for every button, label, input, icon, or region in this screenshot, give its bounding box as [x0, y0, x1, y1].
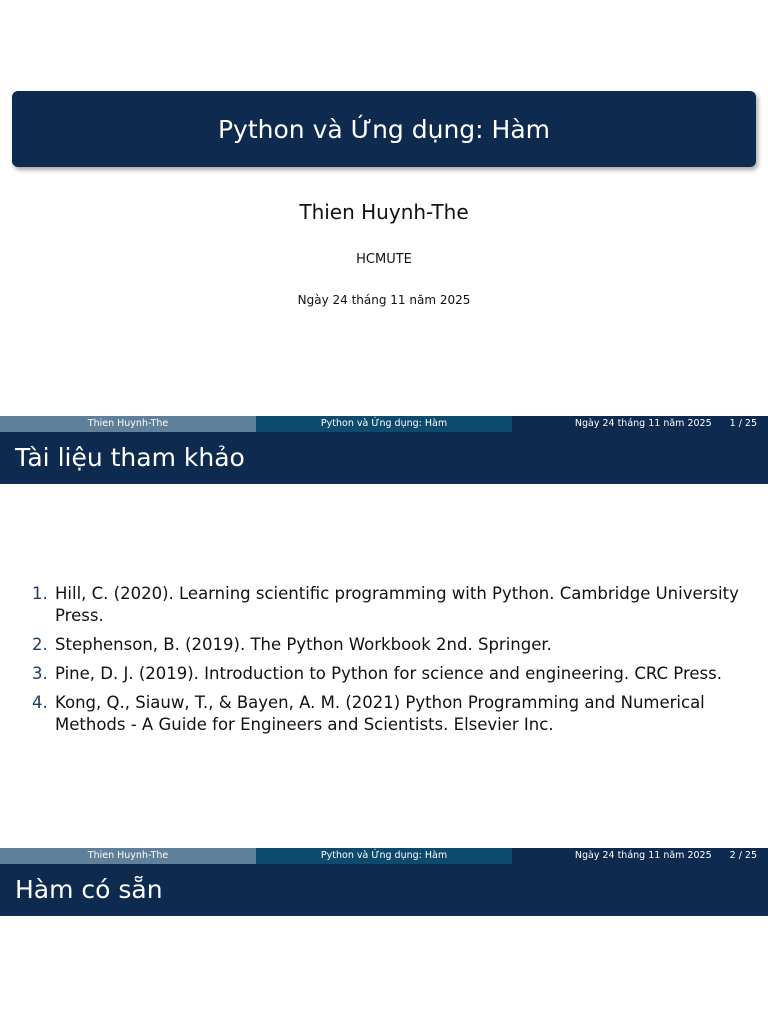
- frame-title-references: Tài liệu tham khảo: [0, 432, 768, 484]
- reference-number: 4.: [32, 693, 48, 712]
- reference-item: [32, 634, 762, 656]
- footer-title: Python và Ứng dụng: Hàm: [256, 416, 512, 432]
- footer-date: Ngày 24 tháng 11 năm 2025: [574, 850, 712, 861]
- presentation-date: Ngày 24 tháng 11 năm 2025: [297, 293, 471, 307]
- reference-number: 2.: [32, 635, 48, 654]
- reference-text: Kong, Q., Siauw, T., & Bayen, A. M. (2021) Python Programming and Numerical Methods - A Guide for Engineers and Scientists. Elsevier Inc.: [55, 693, 705, 734]
- presentation-title: Python và Ứng dụng: Hàm: [217, 114, 551, 144]
- reference-item: [32, 663, 762, 685]
- reference-number: 1.: [32, 584, 48, 603]
- footline-1: [0, 416, 768, 432]
- reference-item: [32, 692, 762, 736]
- footer-page-number: 1 / 25: [729, 418, 757, 429]
- footer-date-block: [512, 848, 768, 864]
- reference-text: Stephenson, B. (2019). The Python Workbook 2nd. Springer.: [55, 635, 552, 654]
- frame-title-builtin-functions: Hàm có sẵn: [0, 864, 768, 916]
- reference-text: Pine, D. J. (2019). Introduction to Python for science and engineering. CRC Press.: [55, 664, 722, 683]
- footer-title: Python và Ứng dụng: Hàm: [256, 848, 512, 864]
- footline-2: [0, 848, 768, 864]
- reference-number: 3.: [32, 664, 48, 683]
- reference-text: Hill, C. (2020). Learning scientific programming with Python. Cambridge University Press.: [55, 584, 739, 625]
- footer-author: Thien Huynh-The: [0, 416, 256, 432]
- footer-page-number: 2 / 25: [729, 850, 757, 861]
- footer-author: Thien Huynh-The: [0, 848, 256, 864]
- reference-list: [32, 583, 762, 743]
- author-name: Thien Huynh-The: [299, 200, 469, 224]
- institute: HCMUTE: [356, 252, 412, 267]
- reference-item: [32, 583, 762, 627]
- footer-date: Ngày 24 tháng 11 năm 2025: [574, 418, 712, 429]
- footer-date-block: [512, 416, 768, 432]
- title-box: [12, 91, 756, 167]
